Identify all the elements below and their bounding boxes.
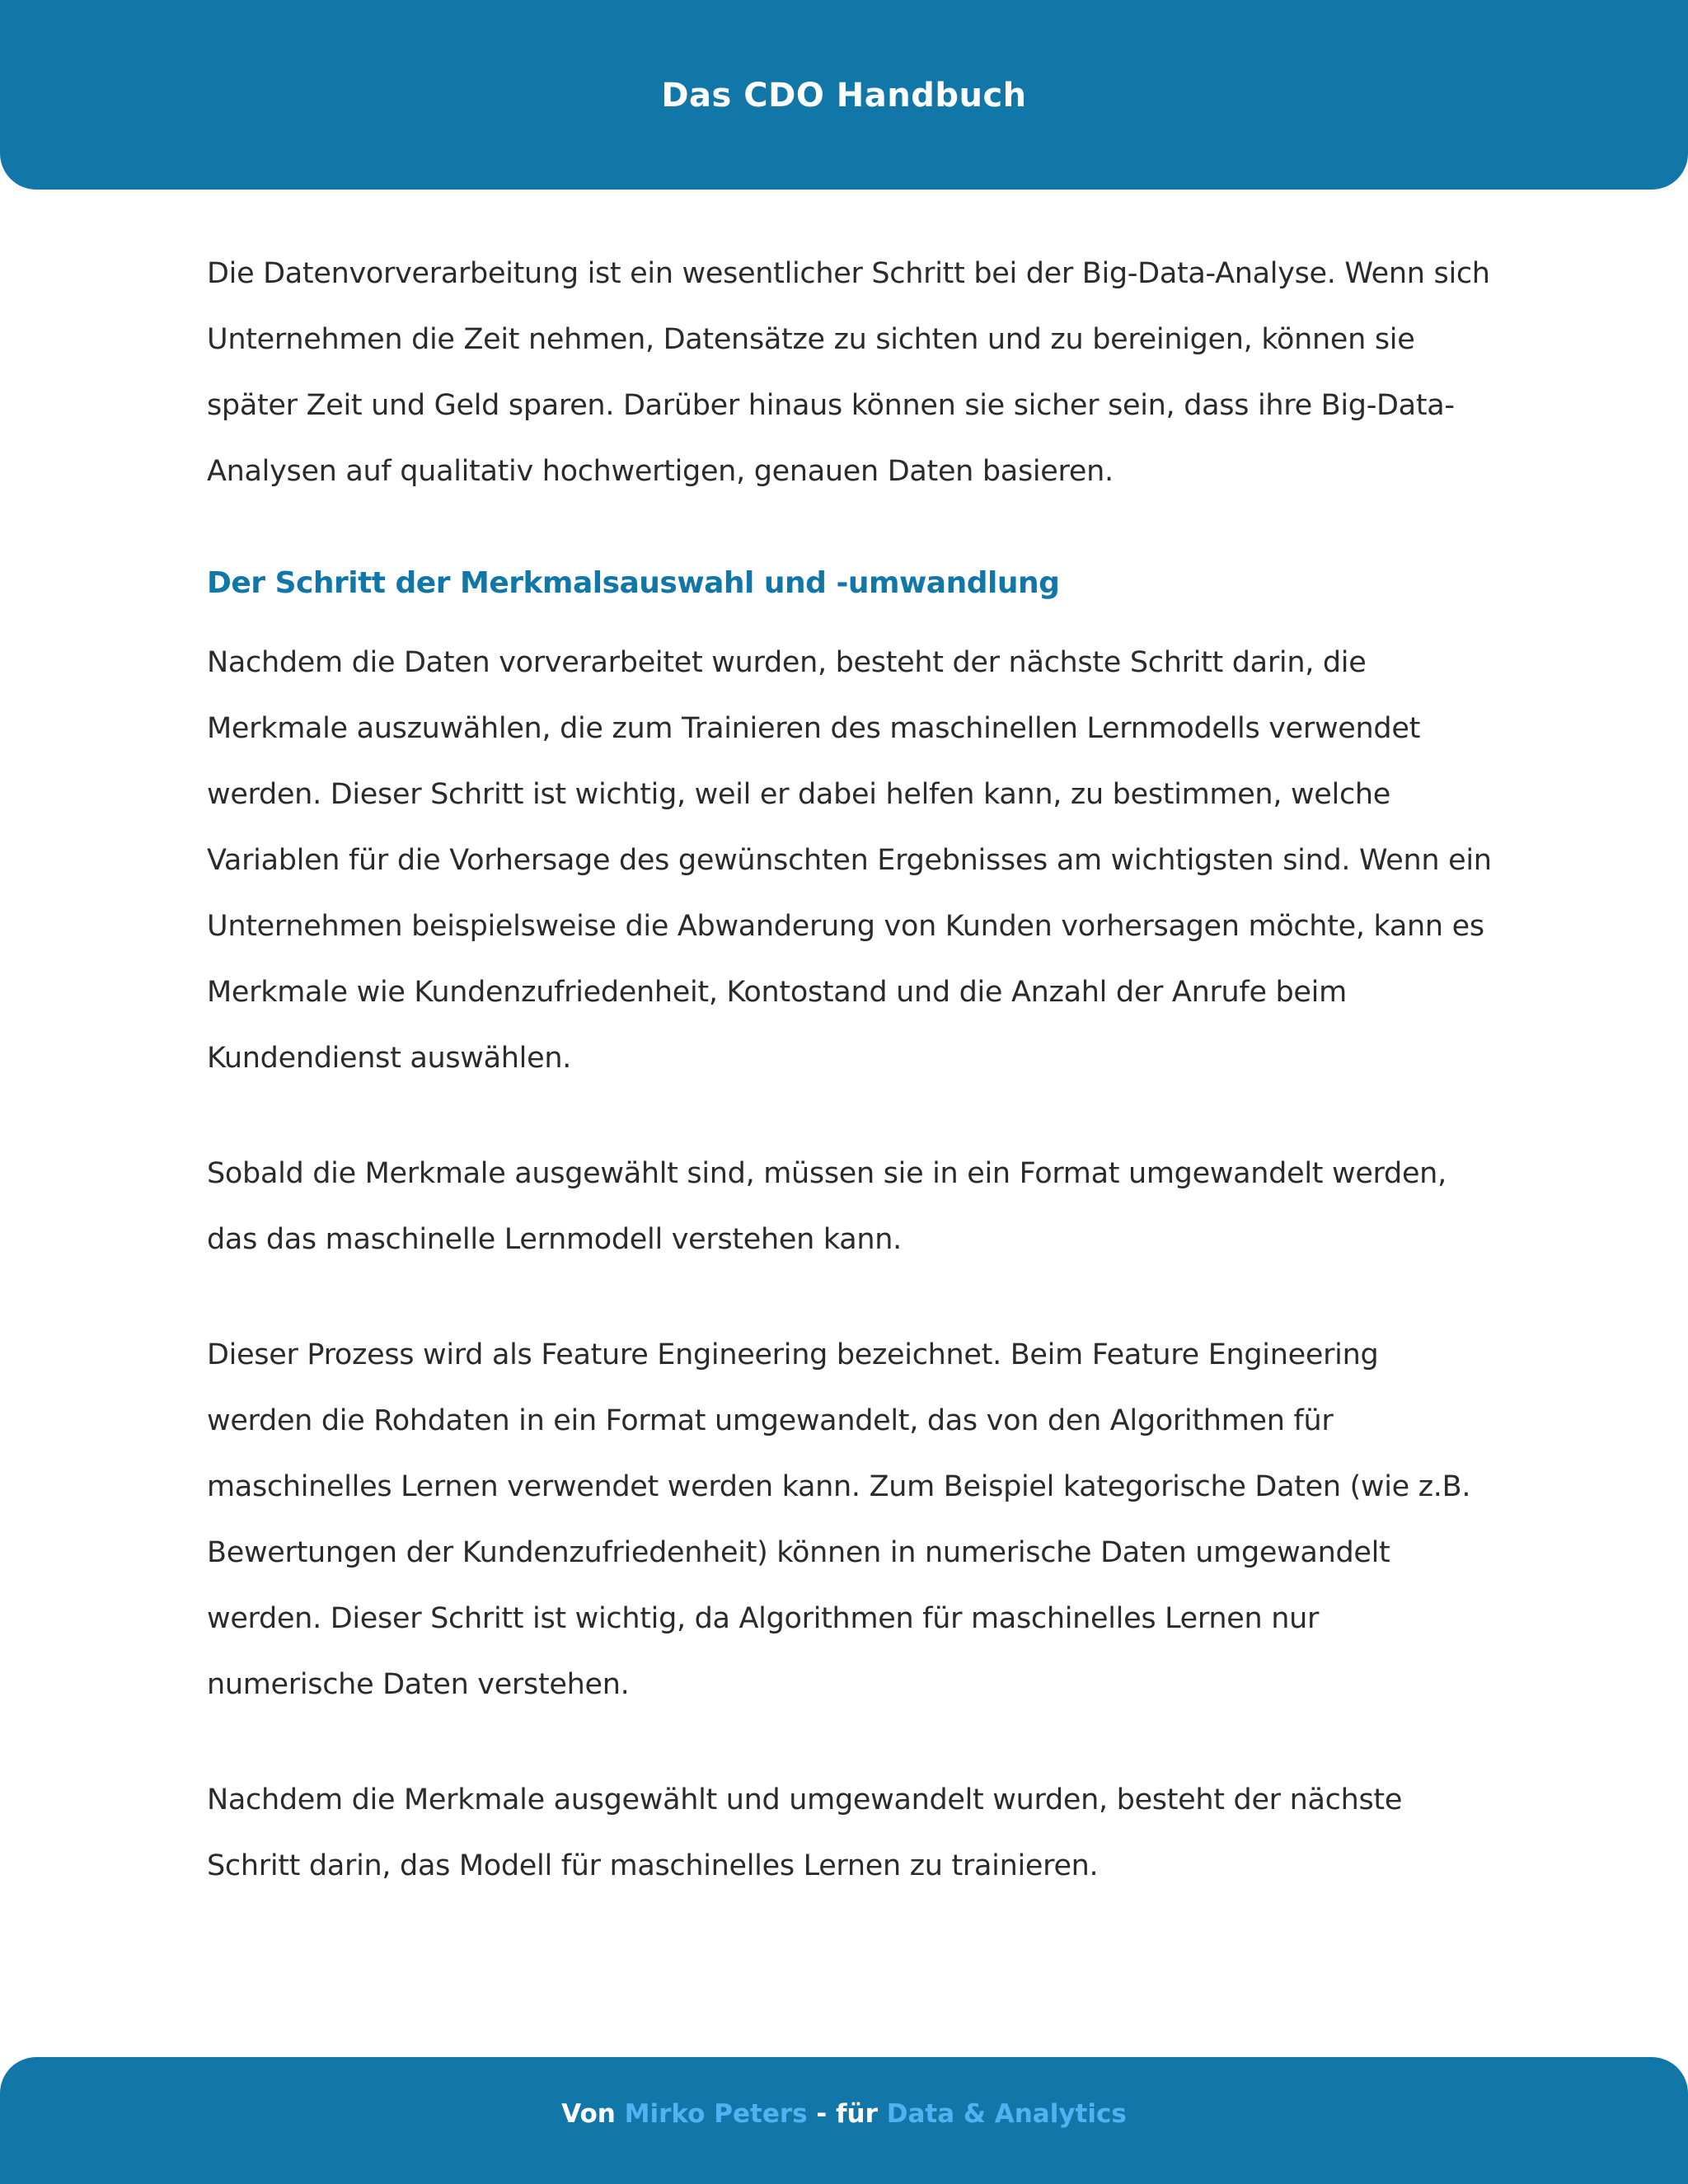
publisher-name: Data & Analytics <box>886 2099 1127 2129</box>
intro-paragraph: Die Datenvorverarbeitung ist ein wesentlicher Schritt bei der Big-Data-Analyse. Wenn sich Unternehmen die Zeit nehmen, Datensätze zu sichten und zu bereinigen, können sie später Zeit und Geld sparen. Darüber hinaus können sie sicher sein, dass ihre Big-Data-Analysen auf qualitativ hochwertigen, genauen Daten basieren. <box>207 257 1490 488</box>
body-paragraph-next-step: Nachdem die Merkmale ausgewählt und umgewandelt wurden, besteht der nächste Schritt darin, das Modell für maschinelles Lernen zu trainieren. <box>207 1783 1403 1882</box>
footer-separator: - für <box>816 2099 878 2129</box>
page-header <box>0 0 1688 190</box>
page-footer <box>0 2057 1688 2184</box>
body-paragraph-feature-transformation: Sobald die Merkmale ausgewählt sind, müssen sie in ein Format umgewandelt werden, das das maschinelle Lernmodell verstehen kann. <box>207 1157 1447 1256</box>
document-body <box>207 241 1493 1899</box>
footer-credit <box>561 2094 1127 2134</box>
section-heading: Der Schritt der Merkmalsauswahl und -umwandlung <box>207 566 1060 600</box>
footer-prefix: Von <box>561 2099 616 2129</box>
body-paragraph-feature-engineering: Dieser Prozess wird als Feature Engineering bezeichnet. Beim Feature Engineering werden die Rohdaten in ein Format umgewandelt, das von den Algorithmen für maschinelles Lernen verwendet werden kann. Zum Beispiel kategorische Daten (wie z.B. Bewertungen der Kundenzufriedenheit) können in numerische Daten umgewandelt werden. Dieser Schritt ist wichtig, da Algorithmen für maschinelles Lernen nur numerische Daten verstehen. <box>207 1338 1471 1701</box>
author-name: Mirko Peters <box>624 2099 808 2129</box>
body-paragraph-feature-selection: Nachdem die Daten vorverarbeitet wurden, besteht der nächste Schritt darin, die Merkmale auszuwählen, die zum Trainieren des maschinellen Lernmodells verwendet werden. Dieser Schritt ist wichtig, weil er dabei helfen kann, zu bestimmen, welche Variablen für die Vorhersage des gewünschten Ergebnisses am wichtigsten sind. Wenn ein Unternehmen beispielsweise die Abwanderung von Kunden vorhersagen möchte, kann es Merkmale wie Kundenzufriedenheit, Kontostand und die Anzahl der Anrufe beim Kundendienst auswählen. <box>207 646 1492 1075</box>
document-title: Das CDO Handbuch <box>661 77 1027 115</box>
